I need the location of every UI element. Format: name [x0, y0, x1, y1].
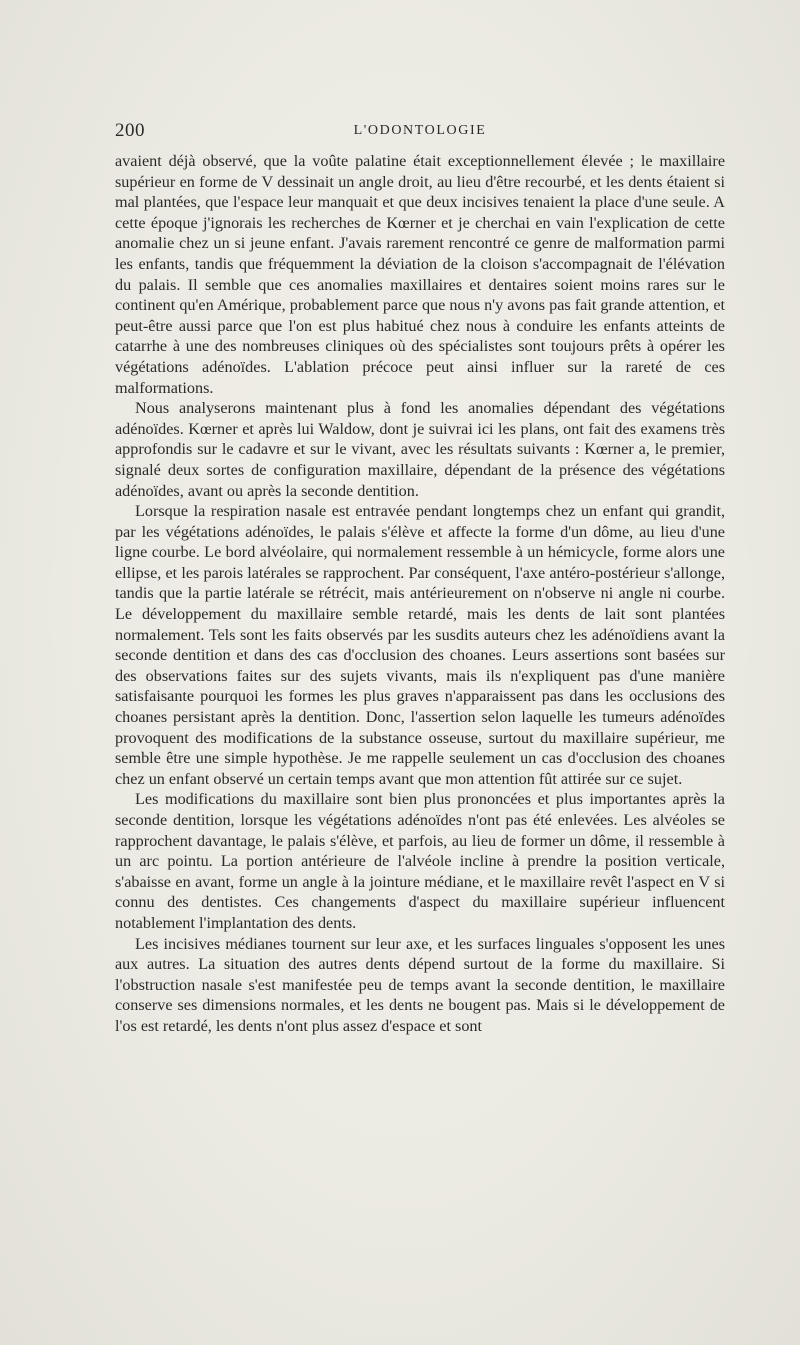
page-number: 200	[115, 120, 145, 141]
paragraph-1: avaient déjà observé, que la voûte palatine était exceptionnellement élevée ; le maxillaire supérieur en forme de V dessinait un angle droit, au lieu d'être recourbé, et les dents étaient si mal plantées, que l'espace leur manquait et que deux incisives tenaient la place d'une seule. A cette époque j'ignorais les recherches de Kœrner et je cherchai en vain l'explication de cette anomalie chez un si jeune enfant. J'avais rarement rencontré ce genre de malformation parmi les enfants, tandis que fréquemment la déviation de la cloison s'accompagnait de l'élévation du palais. Il semble que ces anomalies maxillaires et dentaires soient moins rares sur le continent qu'en Amérique, probablement parce que nous n'y avons pas fait grande attention, et peut-être aussi parce que l'on est plus habitué chez nous à conduire les enfants atteints de catarrhe à une des nombreuses cliniques où des spécialistes sont toujours prêts à opérer les végétations adénoïdes. L'ablation précoce peut ainsi influer sur la rareté de ces malformations.	[115, 152, 725, 397]
running-title: L'ODONTOLOGIE	[353, 123, 487, 138]
page-header	[115, 120, 725, 144]
body-text	[115, 151, 725, 1037]
paragraph-5: Les incisives médianes tournent sur leur axe, et les surfaces linguales s'opposent les unes aux autres. La situation des autres dents dépend surtout de la forme du maxillaire. Si l'obstruction nasale s'est manifestée peu de temps avant la seconde dentition, le maxillaire conserve ses dimensions normales, et les dents ne bougent pas. Mais si le développement de l'os est retardé, les dents n'ont plus assez d'espace et sont	[115, 934, 725, 1035]
paragraph-3: Lorsque la respiration nasale est entravée pendant longtemps chez un enfant qui grandit, par les végétations adénoïdes, le palais s'élève et affecte la forme d'un dôme, au lieu d'une ligne courbe. Le bord alvéolaire, qui normalement ressemble à un hémicycle, forme alors une ellipse, et les parois latérales se rapprochent. Par conséquent, l'axe antéro-postérieur s'allonge, tandis que la partie latérale se rétrécit, mais antérieurement on n'observe ni angle ni courbe. Le développement du maxillaire semble retardé, mais les dents de lait sont plantées normalement. Tels sont les faits observés par les susdits auteurs chez les adénoïdiens avant la seconde dentition et dans des cas d'occlusion des choanes. Leurs assertions sont basées sur des observations faites sur des sujets vivants, mais ils n'expliquent pas d'une manière satisfaisante pourquoi les formes les plus graves n'apparaissent pas dans les occlusions des choanes persistant après la dentition. Donc, l'assertion selon laquelle les tumeurs adénoïdes provoquent des modifications de la substance osseuse, surtout du maxillaire supérieur, me semble être une simple hypothèse. Je me rappelle seulement un cas d'occlusion des choanes chez un enfant observé un certain temps avant que mon attention fût attirée sur ce sujet.	[115, 502, 725, 788]
paragraph-4: Les modifications du maxillaire sont bien plus prononcées et plus importantes après la seconde dentition, lorsque les végétations adénoïdes n'ont pas été enlevées. Les alvéoles se rapprochent davantage, le palais s'élève, et parfois, au lieu de former un dôme, il ressemble à un arc pointu. La portion antérieure de l'alvéole incline à prendre la position verticale, s'abaisse en avant, forme un angle à la jointure médiane, et le maxillaire revêt l'aspect en V si connu des dentistes. Ces changements d'aspect du maxillaire supérieur influencent notablement l'implantation des dents.	[115, 790, 725, 932]
paragraph-2: Nous analyserons maintenant plus à fond les anomalies dépendant des végétations adénoïdes. Kœrner et après lui Waldow, dont je suivrai ici les plans, ont fait des examens très approfondis sur le cadavre et sur le vivant, avec les résultats suivants : Kœrner a, le premier, signalé deux sortes de configuration maxillaire, dépendant de la présence des végétations adénoïdes, avant ou après la seconde dentition.	[115, 399, 725, 500]
